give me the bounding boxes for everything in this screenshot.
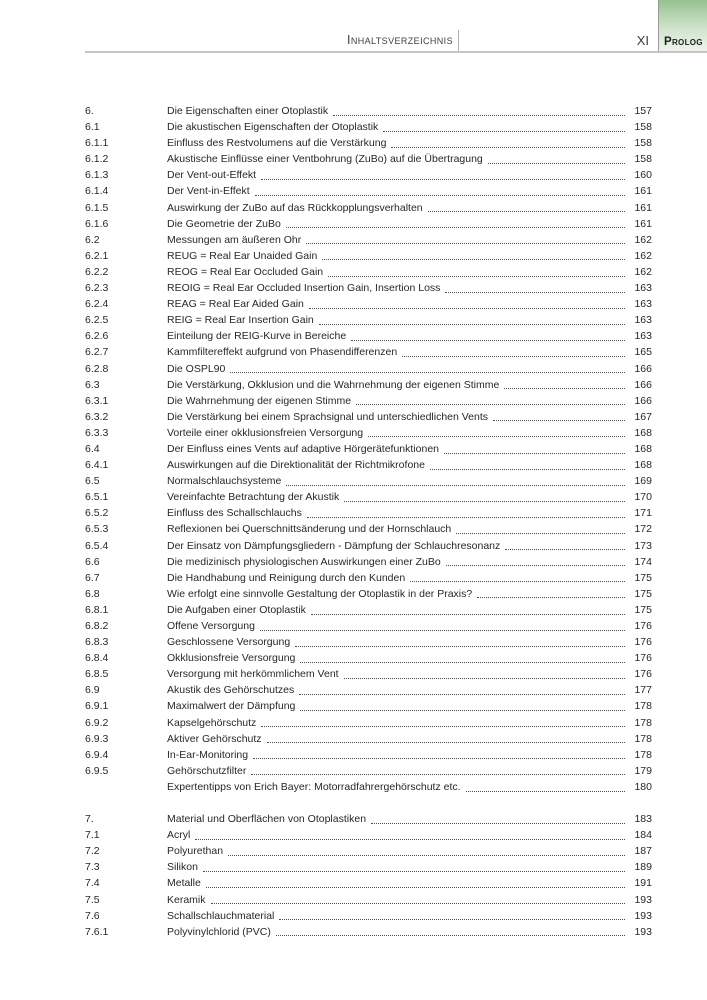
dotted-leader bbox=[300, 698, 625, 711]
dotted-leader bbox=[445, 280, 625, 293]
dotted-leader bbox=[430, 457, 625, 470]
dotted-leader bbox=[228, 843, 625, 856]
dotted-leader bbox=[456, 521, 625, 534]
dotted-leader bbox=[446, 554, 625, 567]
toc-entry bbox=[85, 200, 652, 216]
toc-entry bbox=[85, 570, 652, 586]
toc-entry-page: 184 bbox=[634, 829, 652, 842]
toc-entry-page: 191 bbox=[634, 877, 652, 890]
toc-entry-number: 6.9.2 bbox=[85, 716, 109, 729]
toc-entry-page: 171 bbox=[634, 507, 652, 520]
toc-entry-page: 168 bbox=[634, 459, 652, 472]
toc-entry-title: Geschlossene Versorgung bbox=[167, 636, 291, 649]
toc-entry-title: Polyvinylchlorid (PVC) bbox=[167, 925, 271, 938]
toc-entry-page: 168 bbox=[634, 442, 652, 455]
prolog-tab-label: Prolog bbox=[664, 36, 703, 48]
dotted-leader bbox=[488, 151, 625, 164]
toc-entry-number: 7.2 bbox=[85, 845, 100, 858]
toc-entry-page: 163 bbox=[634, 298, 652, 311]
toc-entry-title: REOIG = Real Ear Occluded Insertion Gain, Insertion Loss bbox=[167, 282, 441, 295]
dotted-leader bbox=[356, 393, 625, 406]
toc-list bbox=[85, 103, 652, 940]
toc-entry-page: 162 bbox=[634, 233, 652, 246]
prolog-tab bbox=[658, 0, 707, 51]
toc-entry-number: 6. bbox=[85, 105, 94, 117]
toc-entry-number: 6.1.5 bbox=[85, 201, 109, 214]
dotted-leader bbox=[206, 875, 625, 888]
dotted-leader bbox=[195, 827, 625, 840]
dotted-leader bbox=[299, 682, 625, 695]
toc-entry bbox=[85, 216, 652, 232]
toc-entry bbox=[85, 151, 652, 167]
dotted-leader bbox=[306, 232, 625, 245]
toc-entry-page: 161 bbox=[634, 185, 652, 198]
toc-entry-number: 7.6.1 bbox=[85, 925, 109, 938]
toc-entry bbox=[85, 666, 652, 682]
dotted-leader bbox=[319, 312, 625, 325]
toc-entry-title: Offene Versorgung bbox=[167, 620, 255, 632]
toc-entry-page: 158 bbox=[634, 121, 652, 134]
dotted-leader bbox=[322, 248, 625, 261]
toc-entry-page: 175 bbox=[634, 571, 652, 584]
toc-entry bbox=[85, 167, 652, 183]
toc-section bbox=[85, 811, 652, 940]
toc-entry-number: 6.7 bbox=[85, 571, 100, 584]
toc-entry-number: 6.1.1 bbox=[85, 137, 109, 150]
toc-entry-number: 6.3.3 bbox=[85, 426, 109, 439]
toc-entry-title: Der Einsatz von Dämpfungsgliedern - Dämpfung der Schlauchresonanz bbox=[167, 539, 501, 552]
toc-entry bbox=[85, 377, 652, 393]
toc-entry-number: 6.8.3 bbox=[85, 636, 109, 649]
dotted-leader bbox=[211, 892, 625, 905]
dotted-leader bbox=[444, 441, 625, 454]
toc-entry-page: 158 bbox=[634, 137, 652, 150]
toc-entry-title: Material und Oberflächen von Otoplastiken bbox=[167, 813, 367, 826]
toc-entry-title: Vereinfachte Betrachtung der Akustik bbox=[167, 491, 340, 504]
toc-entry-page: 179 bbox=[634, 764, 652, 777]
dotted-leader bbox=[351, 328, 625, 341]
dotted-leader bbox=[344, 666, 625, 679]
toc-entry-number: 6.9.3 bbox=[85, 732, 109, 745]
toc-entry-title: Die Handhabung und Reinigung durch den Kunden bbox=[167, 571, 406, 584]
header-section-title: Inhaltsverzeichnis bbox=[346, 33, 453, 47]
toc-entry-title: Silikon bbox=[167, 861, 198, 874]
toc-entry-title: Die Aufgaben einer Otoplastik bbox=[167, 603, 306, 616]
toc-entry-number: 6.1.2 bbox=[85, 153, 109, 166]
toc-entry bbox=[85, 892, 652, 908]
toc-entry-number: 6.8.1 bbox=[85, 603, 109, 616]
dotted-leader bbox=[493, 409, 625, 422]
toc-entry-title: Acryl bbox=[167, 829, 191, 842]
toc-entry-title: In-Ear-Monitoring bbox=[167, 748, 249, 761]
toc-entry bbox=[85, 489, 652, 505]
toc-entry-page: 168 bbox=[634, 426, 652, 439]
toc-entry-title: Die Verstärkung bei einem Sprachsignal und unterschiedlichen Vents bbox=[167, 410, 489, 423]
toc-entry-title: Der Vent-out-Effekt bbox=[167, 169, 257, 182]
toc-entry-title: Der Einfluss eines Vents auf adaptive Hörgerätefunktionen bbox=[167, 442, 440, 455]
toc-entry-number: 6.8 bbox=[85, 587, 100, 600]
toc-entry-page: 193 bbox=[634, 909, 652, 922]
toc-entry-title: REAG = Real Ear Aided Gain bbox=[167, 298, 304, 311]
toc-entry-number: 6.8.4 bbox=[85, 652, 109, 665]
toc-entry-number: 6.3.1 bbox=[85, 394, 109, 407]
toc-entry bbox=[85, 634, 652, 650]
toc-entry bbox=[85, 135, 652, 151]
dotted-leader bbox=[504, 377, 625, 390]
toc-entry-title: Auswirkungen auf die Direktionalität der Richtmikrofone bbox=[167, 459, 425, 472]
dotted-leader bbox=[276, 924, 625, 937]
dotted-leader bbox=[344, 489, 625, 502]
toc-entry bbox=[85, 731, 652, 747]
toc-entry-title: REUG = Real Ear Unaided Gain bbox=[167, 249, 318, 262]
dotted-leader bbox=[253, 747, 625, 760]
dotted-leader bbox=[300, 650, 625, 663]
toc-entry bbox=[85, 280, 652, 296]
toc-entry-page: 176 bbox=[634, 636, 652, 649]
toc-entry bbox=[85, 473, 652, 489]
toc-entry-number: 6.5.1 bbox=[85, 491, 109, 504]
toc-entry-number: 6.2.4 bbox=[85, 298, 109, 311]
toc-entry-page: 157 bbox=[634, 105, 652, 117]
toc-entry-title: Akustische Einflüsse einer Ventbohrung (ZuBo) auf die Übertragung bbox=[167, 153, 483, 166]
toc-entry-page: 189 bbox=[634, 861, 652, 874]
dotted-leader bbox=[251, 763, 625, 776]
toc-entry-page: 174 bbox=[634, 555, 652, 568]
toc-entry-page: 160 bbox=[634, 169, 652, 182]
dotted-leader bbox=[230, 361, 625, 374]
toc-entry bbox=[85, 586, 652, 602]
toc-entry bbox=[85, 811, 652, 827]
toc-entry-number: 6.1.3 bbox=[85, 169, 109, 182]
dotted-leader bbox=[267, 731, 625, 744]
toc-entry-page: 173 bbox=[634, 539, 652, 552]
dotted-leader bbox=[261, 167, 625, 180]
toc-entry-number: 6.5.4 bbox=[85, 539, 109, 552]
toc-entry-number: 6.2.6 bbox=[85, 330, 109, 343]
toc-entry bbox=[85, 521, 652, 537]
toc-entry-title: Akustik des Gehörschutzes bbox=[167, 684, 295, 697]
toc-entry-page: 178 bbox=[634, 700, 652, 713]
dotted-leader bbox=[328, 264, 625, 277]
dotted-leader bbox=[391, 135, 625, 148]
dotted-leader bbox=[311, 602, 625, 615]
toc-entry bbox=[85, 618, 652, 634]
toc-entry-page: 166 bbox=[634, 362, 652, 375]
header-rule bbox=[85, 51, 707, 53]
toc-entry-page: 172 bbox=[634, 523, 652, 536]
toc-entry-number: 7.3 bbox=[85, 861, 100, 874]
toc-entry-number: 6.3 bbox=[85, 378, 100, 391]
toc-entry-number: 6.2.7 bbox=[85, 346, 109, 359]
toc-entry-number: 6.2.1 bbox=[85, 249, 109, 262]
toc-entry-title: Messungen am äußeren Ohr bbox=[167, 233, 302, 246]
toc-entry-title: Die Eigenschaften einer Otoplastik bbox=[167, 105, 329, 117]
toc-entry bbox=[85, 103, 652, 119]
dotted-leader bbox=[295, 634, 625, 647]
toc-entry bbox=[85, 457, 652, 473]
toc-entry bbox=[85, 698, 652, 714]
toc-entry-title: Okklusionsfreie Versorgung bbox=[167, 652, 296, 665]
toc-entry-page: 167 bbox=[634, 410, 652, 423]
toc-entry-title: Auswirkung der ZuBo auf das Rückkopplungsverhalten bbox=[167, 201, 423, 214]
toc-entry-title: Reflexionen bei Querschnittsänderung und der Hornschlauch bbox=[167, 523, 452, 536]
dotted-leader bbox=[371, 811, 625, 824]
toc-entry-title: Die Wahrnehmung der eigenen Stimme bbox=[167, 394, 352, 407]
toc-entry-page: 166 bbox=[634, 394, 652, 407]
dotted-leader bbox=[333, 103, 625, 116]
toc-entry-page: 163 bbox=[634, 330, 652, 343]
toc-entry-page: 187 bbox=[634, 845, 652, 858]
toc-entry bbox=[85, 409, 652, 425]
toc-entry-title: Wie erfolgt eine sinnvolle Gestaltung der Otoplastik in der Praxis? bbox=[167, 587, 473, 600]
dotted-leader bbox=[466, 779, 625, 792]
toc-entry-page: 175 bbox=[634, 587, 652, 600]
toc-entry-number: 6.6 bbox=[85, 555, 100, 568]
toc-entry-title: Kammfiltereffekt aufgrund von Phasendifferenzen bbox=[167, 346, 398, 359]
dotted-leader bbox=[505, 538, 625, 551]
toc-entry bbox=[85, 248, 652, 264]
toc-entry bbox=[85, 763, 652, 779]
toc-entry bbox=[85, 875, 652, 891]
toc-entry-title: Einfluss des Restvolumens auf die Verstärkung bbox=[167, 137, 387, 150]
toc-entry bbox=[85, 441, 652, 457]
toc-entry bbox=[85, 119, 652, 135]
toc-entry-page: 162 bbox=[634, 249, 652, 262]
toc-entry-title: Die akustischen Eigenschaften der Otoplastik bbox=[167, 121, 379, 134]
toc-entry-number: 7. bbox=[85, 813, 94, 826]
toc-entry-page: 169 bbox=[634, 475, 652, 488]
toc-entry bbox=[85, 361, 652, 377]
toc-entry-page: 163 bbox=[634, 314, 652, 327]
toc-entry-title: Polyurethan bbox=[167, 845, 224, 858]
toc-entry bbox=[85, 232, 652, 248]
toc-entry-number: 6.2.8 bbox=[85, 362, 109, 375]
toc-entry-page: 193 bbox=[634, 925, 652, 938]
toc-entry-page: 166 bbox=[634, 378, 652, 391]
dotted-leader bbox=[477, 586, 625, 599]
toc-entry-number bbox=[85, 779, 167, 795]
toc-entry-number: 7.4 bbox=[85, 877, 100, 890]
toc-entry-number: 6.2 bbox=[85, 233, 100, 246]
toc-section bbox=[85, 103, 652, 795]
dotted-leader bbox=[410, 570, 625, 583]
toc-entry-title: Kapselgehörschutz bbox=[167, 716, 257, 729]
toc-entry-page: 193 bbox=[634, 893, 652, 906]
toc-entry-number: 6.9.4 bbox=[85, 748, 109, 761]
toc-entry-title: Maximalwert der Dämpfung bbox=[167, 700, 296, 713]
toc-entry-title: Metalle bbox=[167, 877, 201, 890]
toc-entry-number: 6.5.2 bbox=[85, 507, 109, 520]
dotted-leader bbox=[255, 183, 625, 196]
toc-entry-title: Die Geometrie der ZuBo bbox=[167, 217, 281, 230]
toc-entry-title: Einfluss des Schallschlauchs bbox=[167, 507, 302, 520]
toc-entry-number: 6.8.2 bbox=[85, 620, 109, 632]
dotted-leader bbox=[307, 505, 625, 518]
toc-entry bbox=[85, 554, 652, 570]
toc-entry bbox=[85, 296, 652, 312]
toc-entry bbox=[85, 538, 652, 554]
toc-entry bbox=[85, 312, 652, 328]
toc-entry-number: 6.5 bbox=[85, 475, 100, 488]
toc-entry bbox=[85, 650, 652, 666]
dotted-leader bbox=[368, 425, 625, 438]
toc-entry-page: 178 bbox=[634, 716, 652, 729]
toc-entry-number: 6.1 bbox=[85, 121, 100, 134]
toc-entry-page: 176 bbox=[634, 652, 652, 665]
toc-entry-title: Gehörschutzfilter bbox=[167, 764, 247, 777]
dotted-leader bbox=[383, 119, 625, 132]
toc-entry bbox=[85, 344, 652, 360]
dotted-leader bbox=[309, 296, 625, 309]
toc-entry-number: 6.9 bbox=[85, 684, 100, 697]
dotted-leader bbox=[428, 200, 625, 213]
toc-entry-number: 7.5 bbox=[85, 893, 100, 906]
toc-entry bbox=[85, 859, 652, 875]
toc-entry-number: 6.9.1 bbox=[85, 700, 109, 713]
toc-entry bbox=[85, 908, 652, 924]
toc-entry bbox=[85, 715, 652, 731]
toc-entry-number: 6.3.2 bbox=[85, 410, 109, 423]
toc-entry-title: Vorteile einer okklusionsfreien Versorgung bbox=[167, 426, 364, 439]
toc-entry-number: 7.6 bbox=[85, 909, 100, 922]
dotted-leader bbox=[260, 618, 625, 631]
toc-entry-title: REOG = Real Ear Occluded Gain bbox=[167, 265, 324, 278]
header-divider bbox=[458, 30, 459, 51]
toc-entry-title: Die medizinisch physiologischen Auswirkungen einer ZuBo bbox=[167, 555, 441, 568]
toc-entry-page: 170 bbox=[634, 491, 652, 504]
toc-entry-title: Versorgung mit herkömmlichem Vent bbox=[167, 668, 339, 681]
toc-entry-page: 178 bbox=[634, 732, 652, 745]
toc-entry-number: 6.2.2 bbox=[85, 265, 109, 278]
dotted-leader bbox=[402, 344, 625, 357]
toc-entry-title: Die OSPL90 bbox=[167, 362, 226, 375]
toc-entry-page: 165 bbox=[634, 346, 652, 359]
toc-entry bbox=[85, 264, 652, 280]
toc-entry-number: 6.2.5 bbox=[85, 314, 109, 327]
toc-entry-title: Aktiver Gehörschutz bbox=[167, 732, 262, 745]
toc-entry bbox=[85, 505, 652, 521]
toc-entry bbox=[85, 183, 652, 199]
dotted-leader bbox=[261, 715, 625, 728]
toc-entry-page: 176 bbox=[634, 668, 652, 681]
dotted-leader bbox=[286, 473, 625, 486]
toc-entry-title: Einteilung der REIG-Kurve in Bereiche bbox=[167, 330, 347, 343]
toc-entry bbox=[85, 827, 652, 843]
toc-entry-page: 176 bbox=[634, 620, 652, 632]
toc-entry bbox=[85, 425, 652, 441]
toc-entry-number: 6.9.5 bbox=[85, 764, 109, 777]
toc-entry-title: Schallschlauchmaterial bbox=[167, 909, 275, 922]
toc-entry bbox=[85, 779, 652, 795]
dotted-leader bbox=[279, 908, 625, 921]
toc-entry-page: 183 bbox=[634, 813, 652, 826]
toc-entry-number: 6.8.5 bbox=[85, 668, 109, 681]
toc-entry-page: 161 bbox=[634, 201, 652, 214]
toc-entry-title: Der Vent-in-Effekt bbox=[167, 185, 250, 198]
toc-entry-page: 158 bbox=[634, 153, 652, 166]
dotted-leader bbox=[286, 216, 625, 229]
toc-entry-number: 6.4 bbox=[85, 442, 100, 455]
toc-entry bbox=[85, 393, 652, 409]
toc-entry-number: 6.5.3 bbox=[85, 523, 109, 536]
toc-entry-number: 6.4.1 bbox=[85, 459, 109, 472]
toc-entry-page: 162 bbox=[634, 265, 652, 278]
toc-entry-page: 177 bbox=[634, 684, 652, 697]
toc-entry bbox=[85, 328, 652, 344]
toc-entry-title: Die Verstärkung, Okklusion und die Wahrnehmung der eigenen Stimme bbox=[167, 378, 500, 391]
toc-entry bbox=[85, 602, 652, 618]
toc-entry bbox=[85, 843, 652, 859]
toc-entry-number: 6.1.6 bbox=[85, 217, 109, 230]
toc-entry-number: 6.2.3 bbox=[85, 282, 109, 295]
toc-entry-title: Normalschlauchsysteme bbox=[167, 475, 282, 488]
page-number-roman: XI bbox=[636, 33, 649, 48]
toc-entry-page: 163 bbox=[634, 282, 652, 295]
toc-entry-page: 180 bbox=[634, 780, 652, 793]
toc-entry-number: 7.1 bbox=[85, 829, 100, 842]
toc-entry-page: 178 bbox=[634, 748, 652, 761]
toc-entry-title: Keramik bbox=[167, 893, 206, 906]
toc-entry-title: Expertentipps von Erich Bayer: Motorradfahrergehörschutz etc. bbox=[167, 780, 461, 793]
dotted-leader bbox=[203, 859, 625, 872]
toc-entry bbox=[85, 747, 652, 763]
toc-entry-page: 161 bbox=[634, 217, 652, 230]
toc-entry bbox=[85, 682, 652, 698]
toc-entry bbox=[85, 924, 652, 940]
toc-entry-title: REIG = Real Ear Insertion Gain bbox=[167, 314, 314, 327]
toc-entry-number: 6.1.4 bbox=[85, 185, 109, 198]
toc-entry-page: 175 bbox=[634, 603, 652, 616]
